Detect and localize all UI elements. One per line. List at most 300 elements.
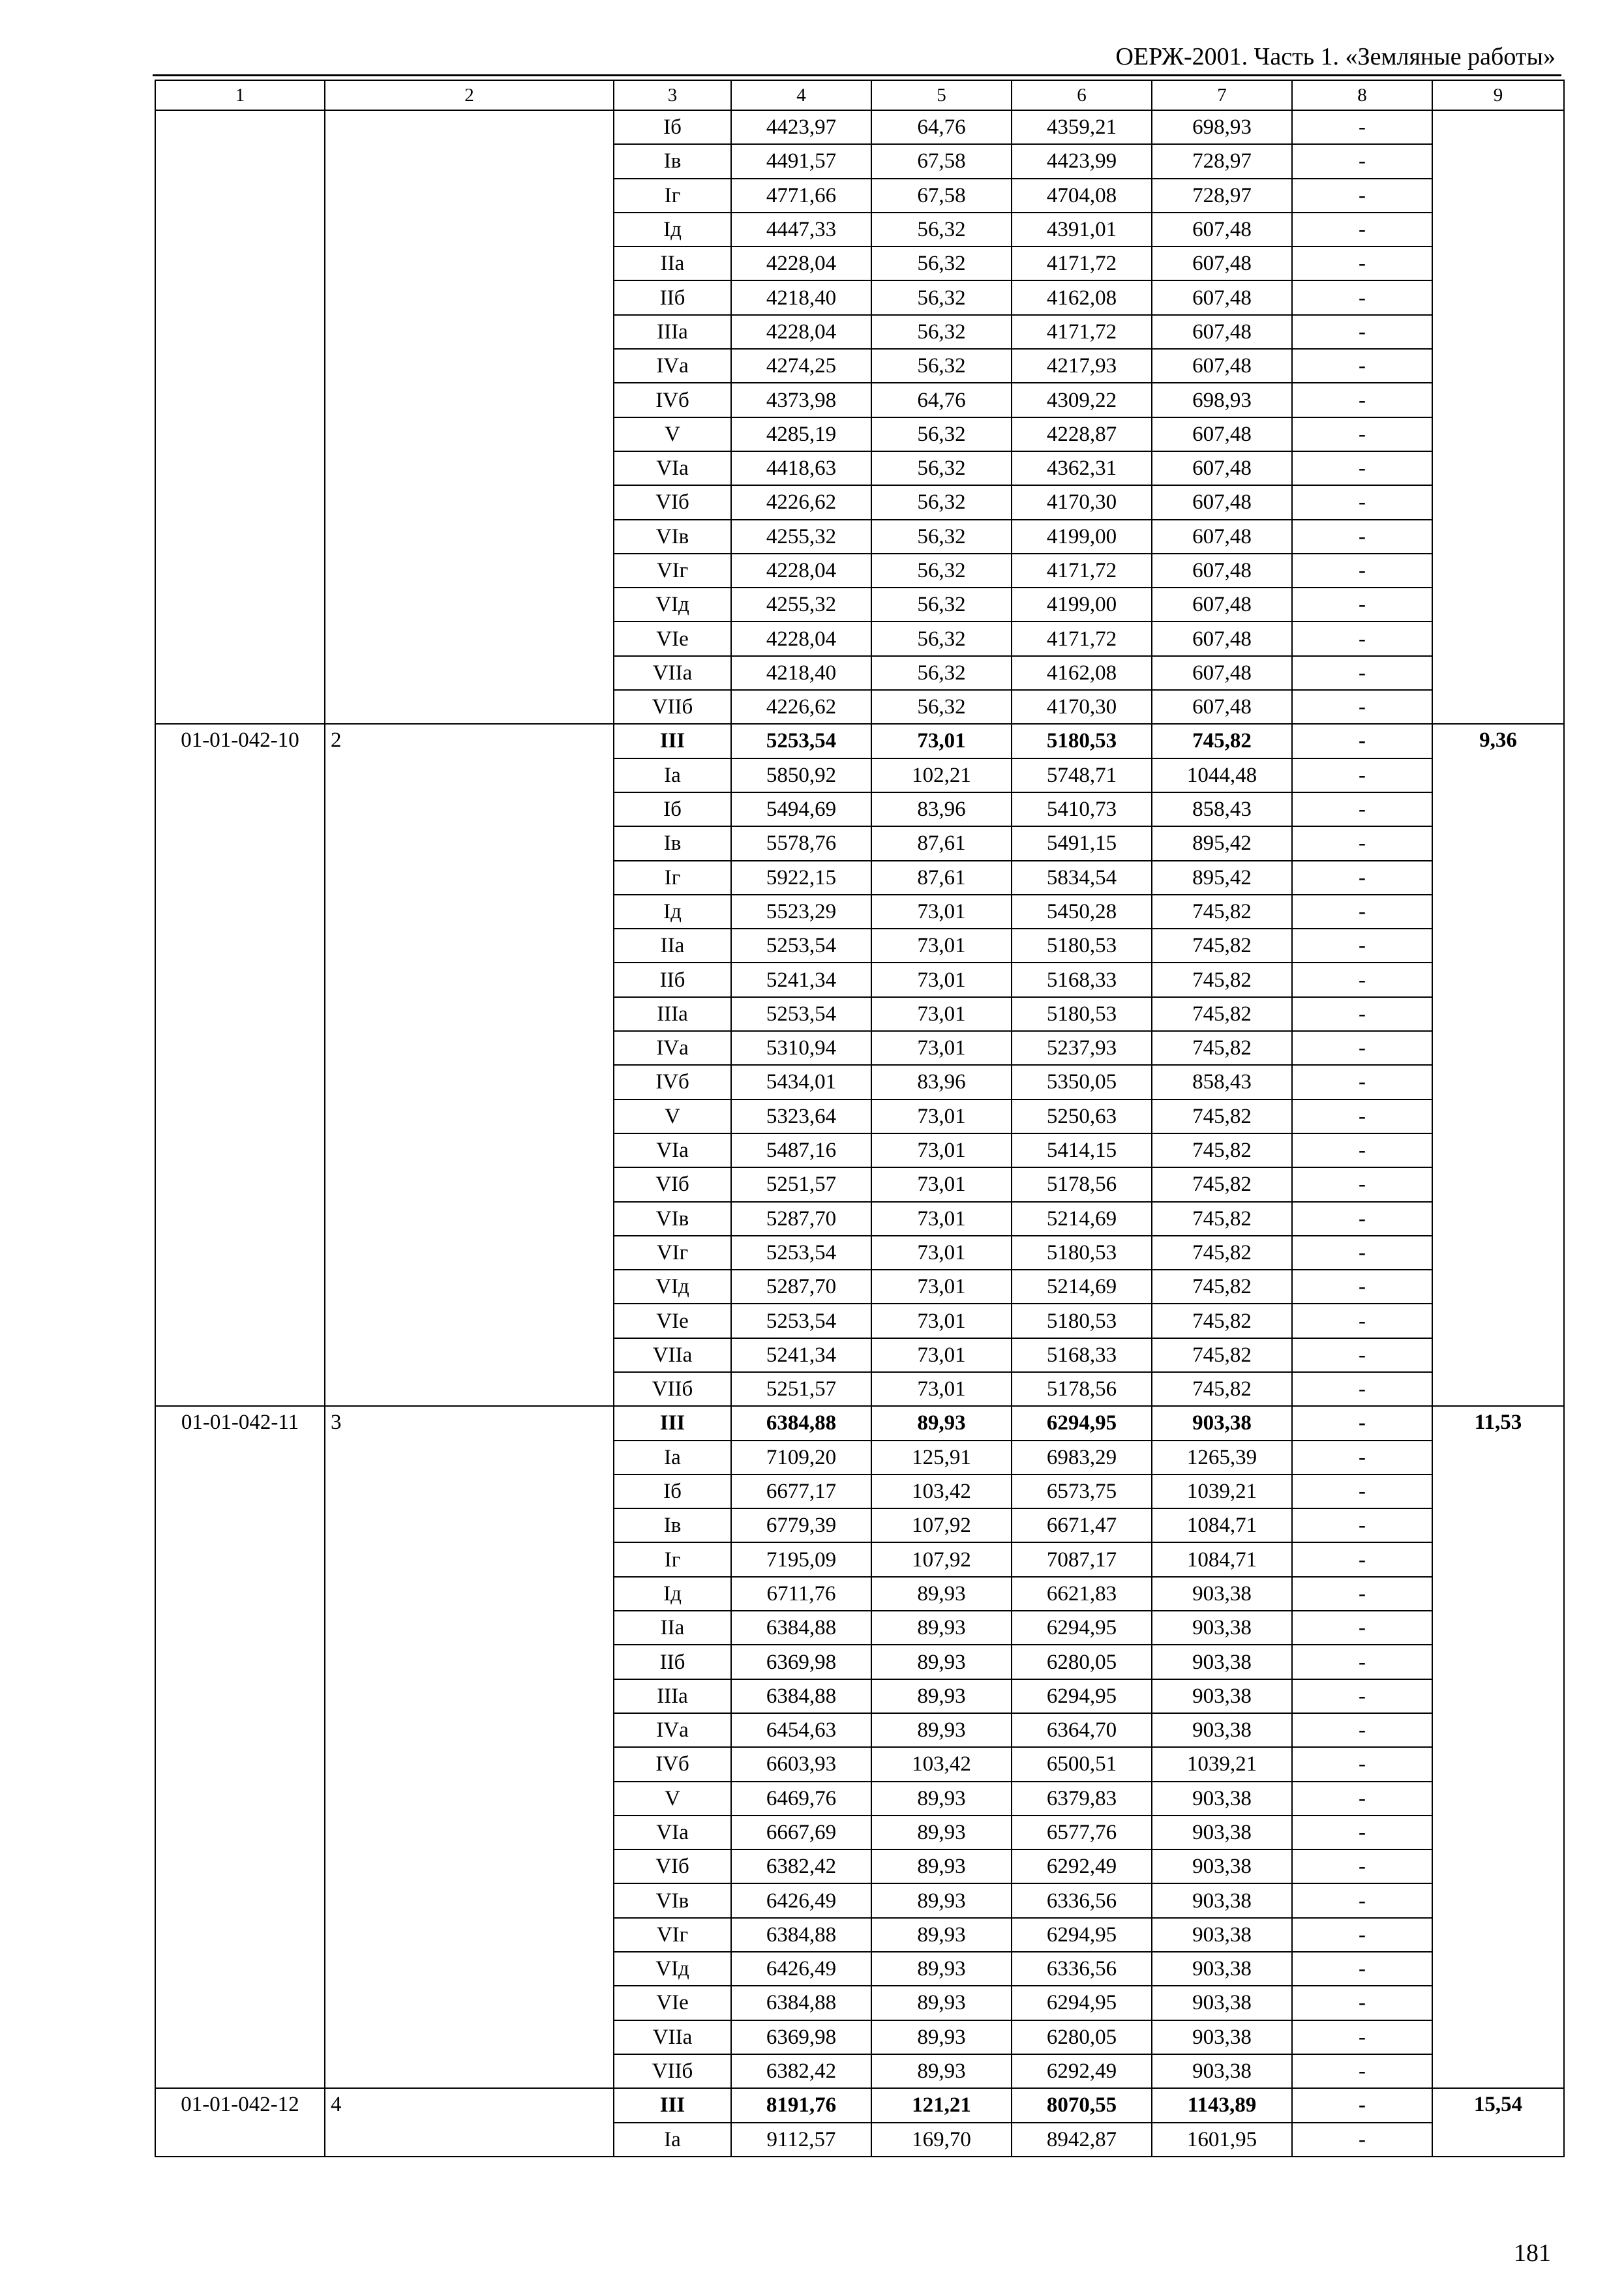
column-number: 9 <box>1432 80 1564 110</box>
soil-group: Iг <box>614 179 731 213</box>
direct-costs: 4218,40 <box>731 656 871 690</box>
soil-group: IVб <box>614 1747 731 1781</box>
materials: - <box>1292 1100 1432 1133</box>
machine-costs: 5180,53 <box>1012 1236 1152 1270</box>
machine-costs: 5450,28 <box>1012 895 1152 929</box>
page-number: 181 <box>1514 2239 1551 2267</box>
materials: - <box>1292 1441 1432 1474</box>
wages: 125,91 <box>871 1441 1012 1474</box>
direct-costs: 6382,42 <box>731 2054 871 2088</box>
direct-costs: 4274,25 <box>731 349 871 383</box>
materials: - <box>1292 417 1432 451</box>
soil-group: V <box>614 417 731 451</box>
machinist-wages: 745,82 <box>1152 1133 1292 1167</box>
materials: - <box>1292 861 1432 895</box>
table-row <box>155 2088 1564 2122</box>
direct-costs: 5434,01 <box>731 1065 871 1099</box>
table-row <box>155 110 1564 144</box>
direct-costs: 5253,54 <box>731 1304 871 1338</box>
machinist-wages: 903,38 <box>1152 1883 1292 1917</box>
direct-costs: 4285,19 <box>731 417 871 451</box>
machinist-wages: 607,48 <box>1152 451 1292 485</box>
machinist-wages: 903,38 <box>1152 1918 1292 1952</box>
direct-costs: 5487,16 <box>731 1133 871 1167</box>
page-header-title: ОЕРЖ-2001. Часть 1. «Земляные работы» <box>1115 43 1556 70</box>
machine-costs: 5180,53 <box>1012 997 1152 1031</box>
materials: - <box>1292 451 1432 485</box>
wages: 103,42 <box>871 1474 1012 1508</box>
wages: 87,61 <box>871 826 1012 860</box>
machine-costs: 6336,56 <box>1012 1883 1152 1917</box>
materials: - <box>1292 1474 1432 1508</box>
soil-group: V <box>614 1782 731 1816</box>
direct-costs: 6426,49 <box>731 1883 871 1917</box>
soil-group: Iб <box>614 1474 731 1508</box>
soil-group: Iд <box>614 1577 731 1611</box>
direct-costs: 6382,42 <box>731 1849 871 1883</box>
soil-group: IIа <box>614 1611 731 1645</box>
materials: - <box>1292 520 1432 554</box>
machinist-wages: 1039,21 <box>1152 1747 1292 1781</box>
machine-costs: 4362,31 <box>1012 451 1152 485</box>
soil-group: Iа <box>614 758 731 792</box>
direct-costs: 5253,54 <box>731 997 871 1031</box>
machine-costs: 4170,30 <box>1012 485 1152 519</box>
machine-costs: 4199,00 <box>1012 520 1152 554</box>
machine-costs: 6294,95 <box>1012 1986 1152 2020</box>
column-number-row <box>155 80 1564 110</box>
machine-costs: 6292,49 <box>1012 1849 1152 1883</box>
machine-costs: 4704,08 <box>1012 179 1152 213</box>
direct-costs: 5241,34 <box>731 1338 871 1372</box>
machinist-wages: 745,82 <box>1152 963 1292 996</box>
wages: 83,96 <box>871 1065 1012 1099</box>
direct-costs: 6667,69 <box>731 1816 871 1849</box>
column-number: 1 <box>155 80 325 110</box>
soil-group: VIIа <box>614 2020 731 2054</box>
materials: - <box>1292 1406 1432 1440</box>
machinist-wages: 728,97 <box>1152 144 1292 178</box>
direct-costs: 8191,76 <box>731 2088 871 2122</box>
materials: - <box>1292 1065 1432 1099</box>
wages: 102,21 <box>871 758 1012 792</box>
soil-group: VIIа <box>614 656 731 690</box>
direct-costs: 4423,97 <box>731 110 871 144</box>
soil-group: VIб <box>614 1167 731 1201</box>
soil-group: IVа <box>614 349 731 383</box>
machine-costs: 4171,72 <box>1012 621 1152 655</box>
soil-group: IIб <box>614 1645 731 1679</box>
machine-costs: 6577,76 <box>1012 1816 1152 1849</box>
soil-group: VIа <box>614 1816 731 1849</box>
machinist-wages: 903,38 <box>1152 1952 1292 1986</box>
soil-group: Iв <box>614 1508 731 1542</box>
wages: 89,93 <box>871 1816 1012 1849</box>
materials: - <box>1292 1713 1432 1747</box>
materials: - <box>1292 1849 1432 1883</box>
materials: - <box>1292 1270 1432 1304</box>
soil-group: IIIа <box>614 1679 731 1713</box>
machine-costs: 5180,53 <box>1012 1304 1152 1338</box>
machine-costs: 6621,83 <box>1012 1577 1152 1611</box>
materials: - <box>1292 1611 1432 1645</box>
materials: - <box>1292 1747 1432 1781</box>
soil-group: VIе <box>614 1304 731 1338</box>
machinist-wages: 903,38 <box>1152 1986 1292 2020</box>
wages: 56,32 <box>871 280 1012 314</box>
direct-costs: 5241,34 <box>731 963 871 996</box>
direct-costs: 5523,29 <box>731 895 871 929</box>
machinist-wages: 745,82 <box>1152 1338 1292 1372</box>
wages: 89,93 <box>871 1952 1012 1986</box>
norm-code: 01-01-042-10 <box>155 724 325 1406</box>
direct-costs: 5251,57 <box>731 1167 871 1201</box>
machinist-wages: 745,82 <box>1152 1270 1292 1304</box>
soil-group: Iб <box>614 792 731 826</box>
machine-costs: 5180,53 <box>1012 929 1152 963</box>
norm-code <box>155 110 325 724</box>
machinist-wages: 1265,39 <box>1152 1441 1292 1474</box>
machinist-wages: 745,82 <box>1152 1031 1292 1065</box>
wages: 73,01 <box>871 1202 1012 1236</box>
wages: 73,01 <box>871 895 1012 929</box>
machine-costs: 7087,17 <box>1012 1542 1152 1576</box>
machine-costs: 4217,93 <box>1012 349 1152 383</box>
materials: - <box>1292 383 1432 417</box>
materials: - <box>1292 1883 1432 1917</box>
materials: - <box>1292 1508 1432 1542</box>
machinist-wages: 903,38 <box>1152 1849 1292 1883</box>
direct-costs: 6384,88 <box>731 1611 871 1645</box>
machine-costs: 5214,69 <box>1012 1270 1152 1304</box>
direct-costs: 4255,32 <box>731 588 871 621</box>
materials: - <box>1292 247 1432 280</box>
wages: 89,93 <box>871 1849 1012 1883</box>
soil-group: Iа <box>614 2123 731 2157</box>
soil-group: IIб <box>614 963 731 996</box>
soil-group: IVб <box>614 383 731 417</box>
labor-cost: 11,53 <box>1432 1406 1564 2088</box>
column-number: 6 <box>1012 80 1152 110</box>
wages: 56,32 <box>871 451 1012 485</box>
column-number: 5 <box>871 80 1012 110</box>
soil-group: IIа <box>614 929 731 963</box>
soil-group: VIд <box>614 1270 731 1304</box>
machine-costs: 6573,75 <box>1012 1474 1152 1508</box>
machine-costs: 6292,49 <box>1012 2054 1152 2088</box>
machinist-wages: 1039,21 <box>1152 1474 1292 1508</box>
machinist-wages: 1044,48 <box>1152 758 1292 792</box>
direct-costs: 5253,54 <box>731 929 871 963</box>
machinist-wages: 607,48 <box>1152 349 1292 383</box>
wages: 107,92 <box>871 1508 1012 1542</box>
machinist-wages: 1084,71 <box>1152 1508 1292 1542</box>
wages: 73,01 <box>871 1372 1012 1406</box>
direct-costs: 6779,39 <box>731 1508 871 1542</box>
norm-description: 4 <box>325 2088 614 2157</box>
direct-costs: 5287,70 <box>731 1202 871 1236</box>
wages: 89,93 <box>871 2020 1012 2054</box>
wages: 56,32 <box>871 690 1012 724</box>
wages: 89,93 <box>871 1713 1012 1747</box>
direct-costs: 6369,98 <box>731 1645 871 1679</box>
machine-costs: 5214,69 <box>1012 1202 1152 1236</box>
direct-costs: 5253,54 <box>731 724 871 758</box>
materials: - <box>1292 1031 1432 1065</box>
soil-group: VIд <box>614 588 731 621</box>
soil-group: IIIа <box>614 997 731 1031</box>
materials: - <box>1292 1918 1432 1952</box>
wages: 56,32 <box>871 417 1012 451</box>
materials: - <box>1292 792 1432 826</box>
materials: - <box>1292 1133 1432 1167</box>
wages: 73,01 <box>871 929 1012 963</box>
norm-description: 3 <box>325 1406 614 2088</box>
column-number: 4 <box>731 80 871 110</box>
machine-costs: 6364,70 <box>1012 1713 1152 1747</box>
machinist-wages: 745,82 <box>1152 1236 1292 1270</box>
wages: 89,93 <box>871 1611 1012 1645</box>
header-divider <box>153 74 1561 76</box>
direct-costs: 6384,88 <box>731 1679 871 1713</box>
direct-costs: 4447,33 <box>731 213 871 247</box>
wages: 56,32 <box>871 349 1012 383</box>
machinist-wages: 1143,89 <box>1152 2088 1292 2122</box>
wages: 73,01 <box>871 1270 1012 1304</box>
soil-group: Iг <box>614 861 731 895</box>
table-row <box>155 1406 1564 1440</box>
wages: 73,01 <box>871 1338 1012 1372</box>
soil-group: VIIб <box>614 690 731 724</box>
direct-costs: 6603,93 <box>731 1747 871 1781</box>
wages: 89,93 <box>871 1918 1012 1952</box>
soil-group: VIд <box>614 1952 731 1986</box>
soil-group: VIIа <box>614 1338 731 1372</box>
machine-costs: 5168,33 <box>1012 963 1152 996</box>
direct-costs: 6384,88 <box>731 1406 871 1440</box>
machine-costs: 5178,56 <box>1012 1372 1152 1406</box>
machine-costs: 6671,47 <box>1012 1508 1152 1542</box>
wages: 73,01 <box>871 1304 1012 1338</box>
materials: - <box>1292 690 1432 724</box>
direct-costs: 5310,94 <box>731 1031 871 1065</box>
wages: 73,01 <box>871 1133 1012 1167</box>
wages: 89,93 <box>871 1986 1012 2020</box>
materials: - <box>1292 1782 1432 1816</box>
direct-costs: 6384,88 <box>731 1918 871 1952</box>
wages: 56,32 <box>871 656 1012 690</box>
norm-description: 2 <box>325 724 614 1406</box>
materials: - <box>1292 1577 1432 1611</box>
wages: 56,32 <box>871 247 1012 280</box>
machine-costs: 5350,05 <box>1012 1065 1152 1099</box>
wages: 73,01 <box>871 1100 1012 1133</box>
machinist-wages: 903,38 <box>1152 1577 1292 1611</box>
direct-costs: 6369,98 <box>731 2020 871 2054</box>
machine-costs: 6294,95 <box>1012 1679 1152 1713</box>
materials: - <box>1292 1202 1432 1236</box>
direct-costs: 5253,54 <box>731 1236 871 1270</box>
machinist-wages: 745,82 <box>1152 1304 1292 1338</box>
column-number: 8 <box>1292 80 1432 110</box>
machinist-wages: 698,93 <box>1152 383 1292 417</box>
machine-costs: 5748,71 <box>1012 758 1152 792</box>
soil-group: VIб <box>614 1849 731 1883</box>
machinist-wages: 858,43 <box>1152 792 1292 826</box>
direct-costs: 4218,40 <box>731 280 871 314</box>
soil-group: VIа <box>614 451 731 485</box>
machinist-wages: 698,93 <box>1152 110 1292 144</box>
materials: - <box>1292 179 1432 213</box>
machinist-wages: 607,48 <box>1152 621 1292 655</box>
norm-code: 01-01-042-12 <box>155 2088 325 2157</box>
rates-table <box>155 80 1565 2157</box>
materials: - <box>1292 588 1432 621</box>
wages: 56,32 <box>871 621 1012 655</box>
wages: 89,93 <box>871 1406 1012 1440</box>
machinist-wages: 728,97 <box>1152 179 1292 213</box>
labor-cost <box>1432 110 1564 724</box>
wages: 73,01 <box>871 997 1012 1031</box>
norm-code: 01-01-042-11 <box>155 1406 325 2088</box>
machinist-wages: 903,38 <box>1152 2054 1292 2088</box>
soil-group: VIг <box>614 1918 731 1952</box>
machine-costs: 4162,08 <box>1012 656 1152 690</box>
machinist-wages: 903,38 <box>1152 1406 1292 1440</box>
soil-group: Iд <box>614 895 731 929</box>
machinist-wages: 895,42 <box>1152 861 1292 895</box>
direct-costs: 6469,76 <box>731 1782 871 1816</box>
soil-group: Iд <box>614 213 731 247</box>
wages: 64,76 <box>871 383 1012 417</box>
materials: - <box>1292 895 1432 929</box>
soil-group: IIIа <box>614 315 731 349</box>
direct-costs: 4373,98 <box>731 383 871 417</box>
soil-group: VIе <box>614 621 731 655</box>
materials: - <box>1292 2020 1432 2054</box>
soil-group: Iа <box>614 1441 731 1474</box>
soil-group: VIIб <box>614 1372 731 1406</box>
materials: - <box>1292 963 1432 996</box>
materials: - <box>1292 1167 1432 1201</box>
machinist-wages: 607,48 <box>1152 520 1292 554</box>
machinist-wages: 607,48 <box>1152 315 1292 349</box>
machinist-wages: 607,48 <box>1152 417 1292 451</box>
machinist-wages: 858,43 <box>1152 1065 1292 1099</box>
machine-costs: 4309,22 <box>1012 383 1152 417</box>
soil-group: IIб <box>614 280 731 314</box>
machinist-wages: 607,48 <box>1152 485 1292 519</box>
wages: 67,58 <box>871 144 1012 178</box>
materials: - <box>1292 485 1432 519</box>
machine-costs: 4228,87 <box>1012 417 1152 451</box>
soil-group: III <box>614 724 731 758</box>
machinist-wages: 895,42 <box>1152 826 1292 860</box>
soil-group: V <box>614 1100 731 1133</box>
materials: - <box>1292 929 1432 963</box>
wages: 56,32 <box>871 213 1012 247</box>
soil-group: Iв <box>614 144 731 178</box>
wages: 56,32 <box>871 485 1012 519</box>
wages: 107,92 <box>871 1542 1012 1576</box>
materials: - <box>1292 826 1432 860</box>
soil-group: III <box>614 2088 731 2122</box>
machine-costs: 5491,15 <box>1012 826 1152 860</box>
machine-costs: 6294,95 <box>1012 1406 1152 1440</box>
machinist-wages: 745,82 <box>1152 929 1292 963</box>
direct-costs: 5494,69 <box>731 792 871 826</box>
table-row <box>155 724 1564 758</box>
direct-costs: 6454,63 <box>731 1713 871 1747</box>
direct-costs: 7195,09 <box>731 1542 871 1576</box>
materials: - <box>1292 724 1432 758</box>
materials: - <box>1292 280 1432 314</box>
direct-costs: 4228,04 <box>731 315 871 349</box>
machine-costs: 5168,33 <box>1012 1338 1152 1372</box>
machine-costs: 4170,30 <box>1012 690 1152 724</box>
materials: - <box>1292 349 1432 383</box>
soil-group: VIе <box>614 1986 731 2020</box>
machine-costs: 6500,51 <box>1012 1747 1152 1781</box>
direct-costs: 4228,04 <box>731 247 871 280</box>
wages: 73,01 <box>871 1031 1012 1065</box>
materials: - <box>1292 997 1432 1031</box>
direct-costs: 6711,76 <box>731 1577 871 1611</box>
machinist-wages: 903,38 <box>1152 1816 1292 1849</box>
materials: - <box>1292 758 1432 792</box>
wages: 73,01 <box>871 1236 1012 1270</box>
machinist-wages: 903,38 <box>1152 1782 1292 1816</box>
machine-costs: 5180,53 <box>1012 724 1152 758</box>
norm-description <box>325 110 614 724</box>
wages: 89,93 <box>871 1645 1012 1679</box>
machinist-wages: 607,48 <box>1152 213 1292 247</box>
materials: - <box>1292 1236 1432 1270</box>
wages: 67,58 <box>871 179 1012 213</box>
materials: - <box>1292 213 1432 247</box>
machine-costs: 4199,00 <box>1012 588 1152 621</box>
soil-group: VIа <box>614 1133 731 1167</box>
wages: 73,01 <box>871 724 1012 758</box>
machine-costs: 5237,93 <box>1012 1031 1152 1065</box>
machine-costs: 6983,29 <box>1012 1441 1152 1474</box>
wages: 87,61 <box>871 861 1012 895</box>
machine-costs: 4171,72 <box>1012 554 1152 588</box>
machinist-wages: 745,82 <box>1152 1100 1292 1133</box>
direct-costs: 6426,49 <box>731 1952 871 1986</box>
machine-costs: 4171,72 <box>1012 247 1152 280</box>
wages: 56,32 <box>871 520 1012 554</box>
machinist-wages: 1601,95 <box>1152 2123 1292 2157</box>
machinist-wages: 903,38 <box>1152 1679 1292 1713</box>
soil-group: VIг <box>614 554 731 588</box>
machinist-wages: 745,82 <box>1152 1202 1292 1236</box>
soil-group: IVа <box>614 1031 731 1065</box>
machinist-wages: 745,82 <box>1152 895 1292 929</box>
wages: 89,93 <box>871 1577 1012 1611</box>
column-number: 3 <box>614 80 731 110</box>
materials: - <box>1292 1338 1432 1372</box>
machinist-wages: 607,48 <box>1152 247 1292 280</box>
direct-costs: 4491,57 <box>731 144 871 178</box>
soil-group: IVб <box>614 1065 731 1099</box>
direct-costs: 5251,57 <box>731 1372 871 1406</box>
soil-group: VIг <box>614 1236 731 1270</box>
direct-costs: 5287,70 <box>731 1270 871 1304</box>
machine-costs: 5178,56 <box>1012 1167 1152 1201</box>
materials: - <box>1292 1986 1432 2020</box>
machinist-wages: 607,48 <box>1152 554 1292 588</box>
